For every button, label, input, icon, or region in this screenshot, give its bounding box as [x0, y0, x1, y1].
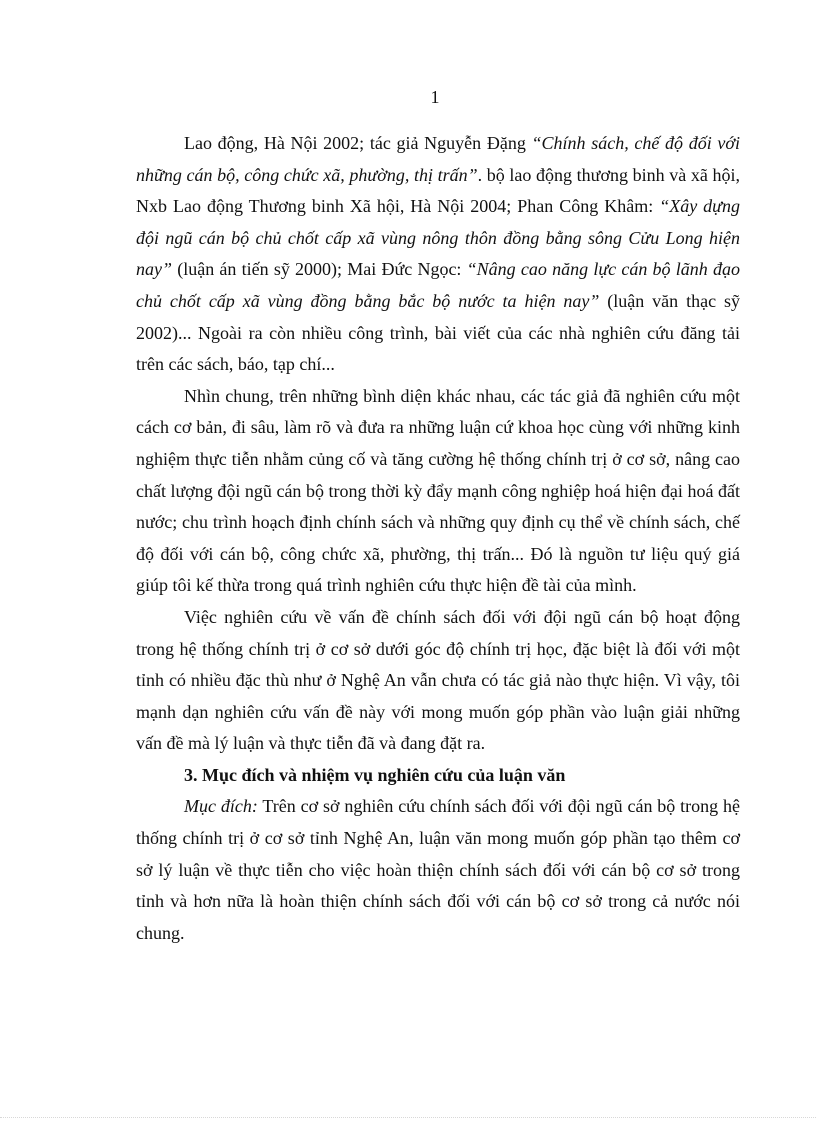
purpose-label: Mục đích: — [184, 796, 258, 817]
paragraph-text: Lao động, Hà Nội 2002; tác giả Nguyễn Đặng — [184, 133, 532, 153]
paragraph-text: Trên cơ sở nghiên cứu chính sách đối với đội ngũ cán bộ trong hệ thống chính trị ở cơ sở tỉnh Nghệ An, luận văn mong muốn góp phần tạo thêm cơ sở lý luận về thực tiễn cho việc hoàn thiện chính sách đối với cán bộ cơ sở trong tỉnh và hơn nữa là hoàn thiện chính sách đối với cán bộ cơ sở trong cả nước nói chung. — [136, 796, 741, 943]
paragraph-overview: Nhìn chung, trên những bình diện khác nhau, các tác giả đã nghiên cứu một cách cơ bản, đi sâu, làm rõ và đưa ra những luận cứ khoa học cùng với những kinh nghiệm thực tiễn nhằm củng cố và tăng cường hệ thống chính trị ở cơ sở, nâng cao chất lượng đội ngũ cán bộ trong thời kỳ đẩy mạnh công nghiệp hoá hiện đại hoá đất nước; chu trình hoạch định chính sách và những quy định cụ thể về chính sách, chế độ đối với cán bộ, công chức xã, phường, thị trấn... Đó là nguồn tư liệu quý giá giúp tôi kế thừa trong quá trình nghiên cứu thực hiện đề tài của mình. — [136, 385, 740, 596]
italic-title: “Nâng cao năng lực cán bộ lãnh đạo chủ chốt cấp xã vùng đồng bằng bắc bộ nước ta hiện nay” — [136, 259, 740, 311]
paragraph-references — [136, 128, 740, 381]
paragraph-text: (luận văn thạc sỹ 2002)... Ngoài ra còn nhiều công trình, bài viết của các nhà nghiên cứu đăng tải trên các sách, báo, tạp chí... — [136, 290, 740, 375]
paragraph-research-gap: Việc nghiên cứu về vấn đề chính sách đối với đội ngũ cán bộ hoạt động trong hệ thống chính trị ở cơ sở dưới góc độ chính trị học, đặc biệt là đối với một tỉnh có nhiều đặc thù như ở Nghệ An vẫn chưa có tác giả nào thực hiện. Vì vậy, tôi mạnh dạn nghiên cứu vấn đề này với mong muốn góp phần vào luận giải những vấn đề mà lý luận và thực tiễn đã và đang đặt ra. — [136, 606, 740, 754]
page-bottom-divider — [0, 1117, 816, 1118]
italic-title: “Xây dựng đội ngũ cán bộ chủ chốt cấp xã vùng nông thôn đồng bằng sông Cửu Long hiện nay” — [136, 196, 740, 280]
paragraph-text: (luận án tiến sỹ 2000); Mai Đức Ngọc: — [172, 259, 467, 280]
paragraph-text: . bộ lao động thương binh và xã hội, Nxb Lao động Thương binh Xã hội, Hà Nội 2004; Phan Công Khâm: — [136, 164, 740, 217]
italic-title: “Chính sách, chế độ đối với những cán bộ, công chức xã, phường, thị trấn” — [136, 133, 741, 185]
document-body — [136, 128, 740, 949]
paragraph-purpose — [136, 791, 740, 949]
page-number: 1 — [430, 87, 440, 107]
section-heading: 3. Mục đích và nhiệm vụ nghiên cứu của luận văn — [184, 764, 566, 785]
